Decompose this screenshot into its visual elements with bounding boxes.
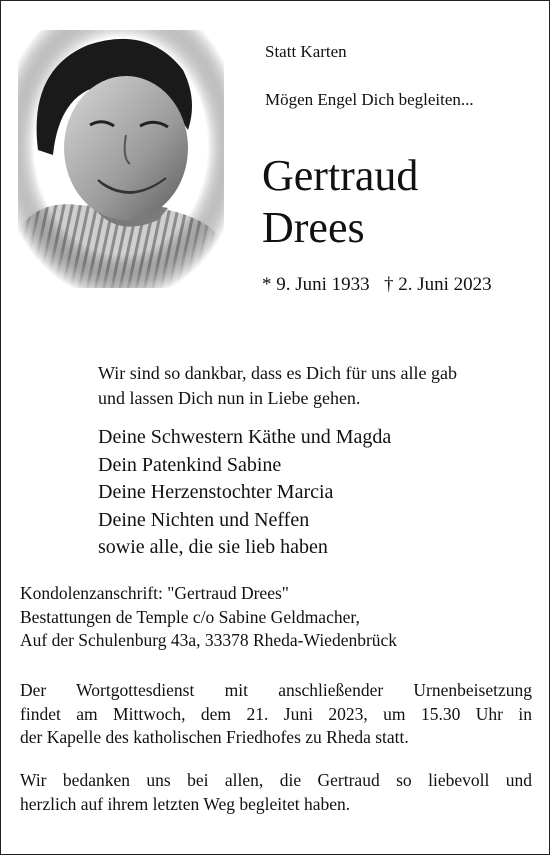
statt-karten-text: Statt Karten bbox=[265, 42, 347, 61]
condolence-line: Kondolenzanschrift: "Gertraud Drees" bbox=[20, 583, 289, 603]
motto-text: Mögen Engel Dich begleiten... bbox=[265, 90, 474, 109]
service-line: Der Wortgottesdienst mit anschließender Urnenbeisetzung bbox=[20, 680, 532, 700]
death-date: † 2. Juni 2023 bbox=[383, 274, 492, 295]
thanks-line: Wir bedanken uns bei allen, die Gertraud so liebevoll und bbox=[20, 770, 532, 790]
life-dates bbox=[262, 274, 492, 296]
verse-line: Wir sind so dankbar, dass es Dich für uns alle gab bbox=[98, 363, 457, 383]
mourner-line: Deine Schwestern Käthe und Magda bbox=[98, 426, 392, 448]
thanks-text bbox=[20, 769, 532, 816]
mourners-list bbox=[98, 424, 391, 562]
mourner-line: Deine Herzenstochter Marcia bbox=[98, 481, 334, 503]
service-info bbox=[20, 679, 532, 750]
condolence-address bbox=[20, 582, 540, 653]
thanks-line: herzlich auf ihrem letzten Weg begleitet haben. bbox=[20, 793, 351, 814]
verse bbox=[98, 361, 457, 411]
verse-line: und lassen Dich nun in Liebe gehen. bbox=[98, 388, 361, 408]
mourner-line: Dein Patenkind Sabine bbox=[98, 453, 282, 476]
mourner-line: Deine Nichten und Neffen bbox=[98, 508, 310, 531]
mourner-line: sowie alle, die sie lieb haben bbox=[98, 536, 328, 558]
condolence-line: Auf der Schulenburg 43a, 33378 Rheda-Wiedenbrück bbox=[20, 630, 398, 650]
portrait-photo bbox=[18, 30, 224, 288]
service-line: findet am Mittwoch, dem 21. Juni 2023, um 15.30 Uhr in bbox=[20, 703, 532, 724]
condolence-line: Bestattungen de Temple c/o Sabine Geldmacher, bbox=[20, 606, 360, 627]
service-line: der Kapelle des katholischen Friedhofes zu Rheda statt. bbox=[20, 727, 409, 747]
last-name: Drees bbox=[262, 203, 365, 252]
birth-date: * 9. Juni 1933 bbox=[262, 274, 370, 295]
deceased-name bbox=[262, 150, 418, 254]
first-name: Gertraud bbox=[262, 151, 419, 200]
